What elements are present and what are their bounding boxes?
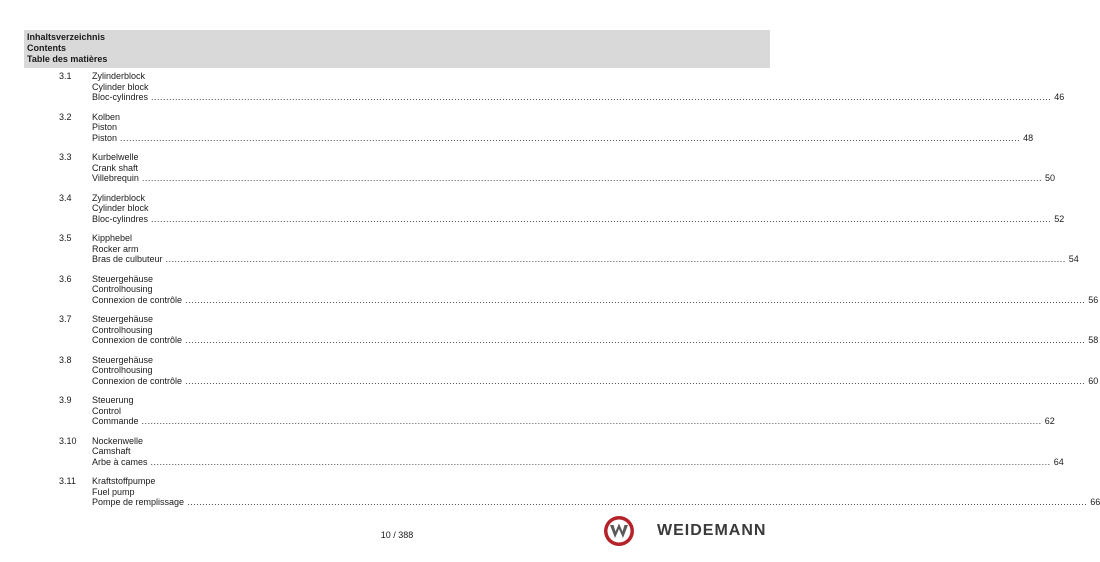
toc-list: [0, 71, 1100, 517]
title-de: Zylinderblock: [92, 192, 146, 203]
title-de: Zylinderblock: [92, 71, 146, 81]
section-titles: [92, 71, 1065, 103]
title-fr-row: [92, 92, 1065, 103]
brand-name: WEIDEMANN: [657, 522, 767, 539]
title-en: Piston: [92, 122, 118, 132]
toc-entry[interactable]: [0, 476, 1100, 517]
title-fr-row: [92, 254, 1079, 265]
section-number: 3.9: [59, 395, 72, 405]
toc-entry[interactable]: [0, 314, 1099, 355]
toc-entry[interactable]: [0, 111, 1034, 153]
title-en: Cylinder block: [92, 81, 149, 92]
section-titles: [92, 314, 1099, 346]
page-number[interactable]: 64: [1053, 456, 1064, 467]
title-fr: Connexion de contrôle: [92, 335, 183, 345]
toc-entry[interactable]: [0, 71, 1065, 112]
title-fr-row: [92, 456, 1064, 468]
title-en: Controlhousing: [92, 324, 153, 335]
dot-leader: ............................................................................................................................................................................................................................................................................................................: [185, 375, 1086, 386]
title-fr-row: [92, 335, 1099, 346]
toc-header: [24, 30, 770, 68]
section-titles: [92, 152, 1056, 184]
section-number: 3.1: [59, 71, 72, 81]
title-fr-row: [92, 132, 1034, 144]
page-counter: 10 / 388: [380, 530, 414, 540]
toc-entry[interactable]: [0, 273, 1099, 315]
title-de: Steuergehäuse: [92, 354, 154, 365]
title-fr: Bras de culbuteur: [92, 254, 163, 264]
section-number: 3.8: [59, 354, 72, 365]
title-de: Steuerung: [92, 395, 134, 405]
page-number[interactable]: 46: [1054, 92, 1065, 102]
section-titles: [92, 192, 1065, 225]
title-fr: Arbe à cames: [92, 456, 148, 467]
title-en: Fuel pump: [92, 486, 135, 497]
page-number[interactable]: 48: [1023, 132, 1034, 143]
title-de: Kraftstoffpumpe: [92, 476, 156, 486]
section-titles: [92, 395, 1055, 427]
header-title-fr: Table des matières: [27, 54, 108, 64]
page-number[interactable]: 60: [1088, 375, 1099, 386]
page-number[interactable]: 58: [1088, 335, 1099, 345]
title-fr-row: [92, 294, 1099, 306]
header-title-de: Inhaltsverzeichnis: [27, 32, 106, 42]
section-number: 3.3: [59, 152, 72, 162]
title-fr-row: [92, 416, 1055, 427]
dot-leader: ............................................................................................................................................................................................................................................................................................................: [187, 497, 1088, 507]
title-en: Control: [92, 405, 122, 416]
title-fr: Bloc-cylindres: [92, 213, 149, 224]
title-fr: Commande: [92, 416, 139, 426]
weidemann-logo-icon: [603, 515, 635, 547]
dot-leader: ............................................................................................................................................................................................................................................................................................................: [150, 456, 1051, 467]
section-number: 3.7: [59, 314, 72, 324]
dot-leader: ............................................................................................................................................................................................................................................................................................................: [151, 92, 1052, 102]
title-fr: Villebrequin: [92, 173, 139, 183]
section-titles: [92, 354, 1099, 387]
title-de: Kipphebel: [92, 233, 133, 243]
title-en: Rocker arm: [92, 243, 139, 254]
section-titles: [92, 273, 1099, 306]
dot-leader: ............................................................................................................................................................................................................................................................................................................: [141, 173, 1043, 183]
title-en: Camshaft: [92, 446, 131, 456]
page-number[interactable]: 56: [1088, 294, 1099, 305]
title-en: Controlhousing: [92, 284, 153, 294]
page-number[interactable]: 52: [1054, 213, 1065, 224]
toc-entry[interactable]: [0, 435, 1064, 477]
toc-entry[interactable]: [0, 233, 1079, 274]
section-titles: [92, 111, 1034, 144]
title-de: Steuergehäuse: [92, 273, 154, 284]
toc-entry[interactable]: [0, 354, 1099, 396]
title-fr-row: [92, 375, 1099, 387]
section-number: 3.5: [59, 233, 72, 243]
dot-leader: ............................................................................................................................................................................................................................................................................................................: [151, 213, 1052, 224]
page-number[interactable]: 66: [1090, 497, 1100, 507]
title-fr: Connexion de contrôle: [92, 294, 183, 305]
dot-leader: ............................................................................................................................................................................................................................................................................................................: [185, 294, 1086, 305]
title-fr: Connexion de contrôle: [92, 375, 183, 386]
title-fr: Piston: [92, 132, 118, 143]
title-fr: Pompe de remplissage: [92, 497, 185, 507]
title-de: Kurbelwelle: [92, 152, 139, 162]
page-number[interactable]: 50: [1045, 173, 1056, 183]
dot-leader: ............................................................................................................................................................................................................................................................................................................: [120, 132, 1021, 143]
section-titles: [92, 476, 1100, 508]
title-fr: Bloc-cylindres: [92, 92, 149, 102]
dot-leader: ............................................................................................................................................................................................................................................................................................................: [141, 416, 1042, 426]
page-number[interactable]: 62: [1044, 416, 1055, 426]
title-en: Crank shaft: [92, 162, 139, 173]
section-number: 3.10: [59, 435, 77, 446]
toc-entry[interactable]: [0, 192, 1065, 234]
section-titles: [92, 435, 1064, 468]
title-fr-row: [92, 213, 1065, 225]
title-en: Cylinder block: [92, 203, 149, 213]
section-titles: [92, 233, 1079, 265]
section-number: 3.4: [59, 192, 72, 203]
title-de: Steuergehäuse: [92, 314, 154, 324]
title-en: Controlhousing: [92, 365, 153, 375]
header-title-en: Contents: [27, 43, 66, 53]
title-de: Kolben: [92, 111, 121, 122]
dot-leader: ............................................................................................................................................................................................................................................................................................................: [165, 254, 1066, 264]
section-number: 3.6: [59, 273, 72, 284]
title-fr-row: [92, 497, 1100, 508]
section-number: 3.11: [59, 476, 76, 486]
dot-leader: ............................................................................................................................................................................................................................................................................................................: [185, 335, 1086, 345]
brand-logo: [603, 515, 766, 547]
section-number: 3.2: [59, 111, 72, 122]
page-number[interactable]: 54: [1068, 254, 1079, 264]
title-de: Nockenwelle: [92, 435, 144, 446]
toc-entry[interactable]: [0, 395, 1055, 436]
title-fr-row: [92, 173, 1056, 184]
toc-entry[interactable]: [0, 152, 1056, 193]
